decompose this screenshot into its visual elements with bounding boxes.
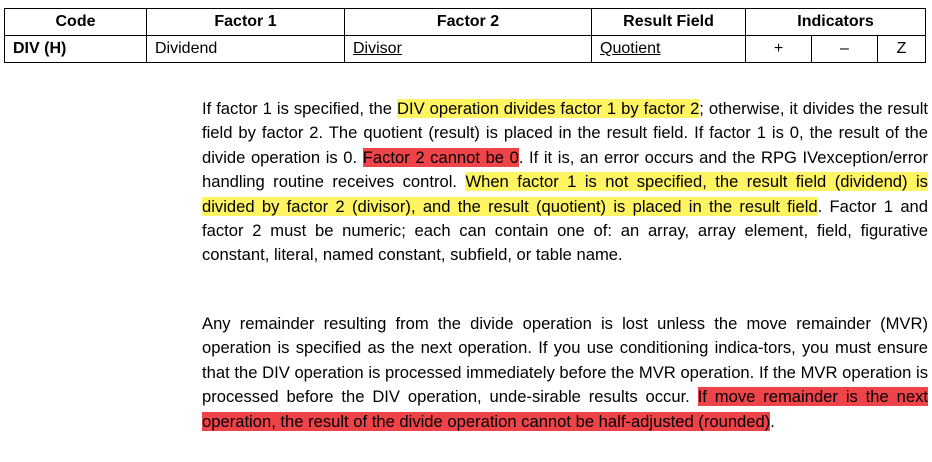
para2-text-1: Any remainder resulting from the divide operation is lost unless the move remainder (MVR) operation is specified as the next operation. If you use conditioning indica-tors, you must ensure that the DIV operation is processed immediately before the MVR operation. If the MVR operation is processed before the DIV operation, unde-sirable results occur. [202,314,928,407]
cell-result-field [592,36,746,63]
para1-text-4: . Factor 1 and factor 2 must be numeric; each can contain one of: an array, array element, field, figurative constant, literal, named constant, subfield, or table name. [202,196,929,265]
cell-indicator-minus: – [812,36,878,63]
para2-text-2: . [770,411,775,431]
para1-text-3: . If it is, an error occurs and the RPG IVexception/error handling routine receives control. [202,147,928,192]
table-header-row [5,9,926,36]
cell-indicator-plus: + [746,36,812,63]
cell-factor-1: Dividend [147,36,345,63]
opcode-summary-table [4,8,926,63]
result-field-value: Quotient [600,40,661,57]
header-factor-1: Factor 1 [147,9,345,36]
header-result-field: Result Field [592,9,746,36]
header-code: Code [5,9,147,36]
para1-highlight-red-1: Factor 2 cannot be 0 [362,147,519,167]
table-row [5,36,926,63]
cell-indicator-zero: Z [878,36,926,63]
header-factor-2: Factor 2 [345,9,592,36]
para1-text-2: ; otherwise, it divides the result field by factor 2. The quotient (result) is placed in the result field. If factor 1 is 0, the result of the divide operation is 0. [202,99,929,167]
para1-highlight-yellow-1: DIV operation divides factor 1 by factor 2 [396,99,700,118]
cell-code: DIV (H) [5,36,147,63]
factor-2-value: Divisor [353,40,402,57]
header-indicators: Indicators [746,9,926,36]
paragraph-div-operation [202,97,928,268]
cell-factor-2 [345,36,592,63]
para2-highlight-red-1: If move remainder is the next operation, the result of the divide operation cannot be half-adjusted (rounded) [202,387,928,431]
para1-highlight-yellow-2: When factor 1 is not specified, the result field (dividend) is divided by factor 2 (divisor), and the result (quotient) is placed in the result field [202,172,928,216]
paragraph-remainder [202,312,928,434]
para1-text-1: If factor 1 is specified, the [202,99,397,118]
